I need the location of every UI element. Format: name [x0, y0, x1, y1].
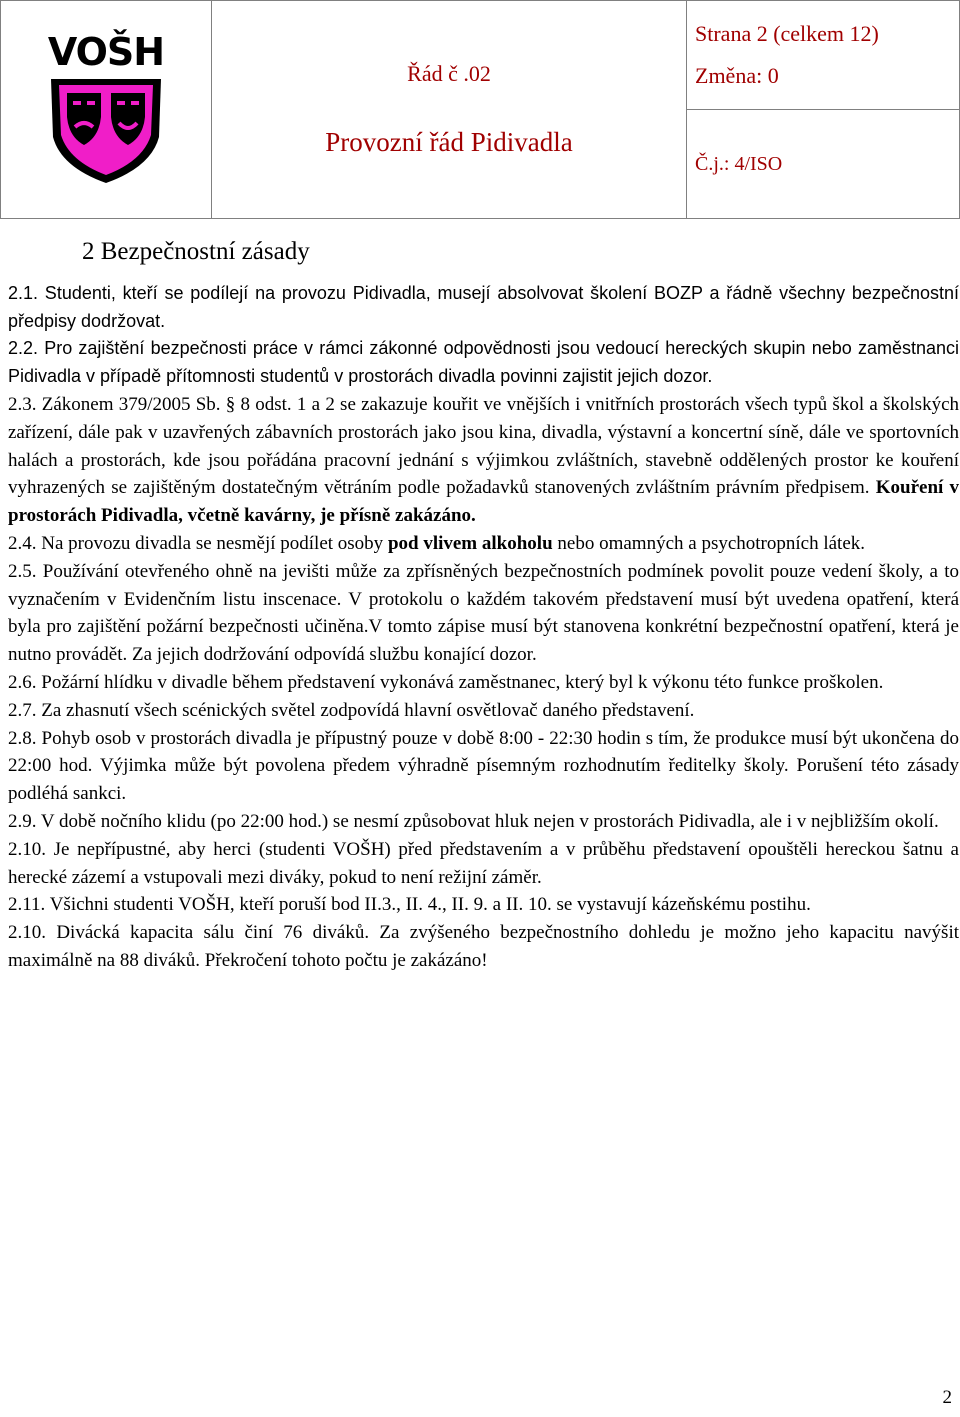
title-cell	[212, 1, 687, 219]
page-info: Strana 2 (celkem 12)	[695, 21, 879, 46]
paragraph-2-4	[8, 530, 959, 558]
alcohol-notice: pod vlivem alkoholu	[387, 532, 553, 554]
section-heading: 2 Bezpečnostní zásady	[82, 238, 310, 265]
paragraph-2-1: 2.1. Studenti, kteří se podílejí na provozu Pidivadla, musejí absolvovat školení BOZP a řádně všechny bezpečnostní předpisy dodržovat.	[8, 282, 959, 331]
paragraph-2-8: 2.8. Pohyb osob v prostorách divadla je přípustný pouze v době 8:00 - 22:30 hodin s tím, že produkce musí být ukončena do 22:00 hod. Výjimka může být povolena předem výhradně písemným rozhodnutím ředitelky školy. Porušení této zásady podléhá sankci.	[8, 727, 959, 805]
paragraph-2-9: 2.9. V době nočního klidu (po 22:00 hod.) se nesmí způsobovat hluk nejen v prostorách Pidivadla, ale i v nejbližším okolí.	[8, 810, 939, 832]
reference-number: Č.j.: 4/ISO	[695, 152, 783, 175]
paragraph-2-3	[8, 391, 959, 530]
document-title: Provozní řád Pidivadla	[325, 127, 573, 157]
paragraph-2-12: 2.10. Divácká kapacita sálu činí 76 diváků. Za zvýšeného bezpečnostního dohledu je možno jeho kapacitu navýšit maximálně na 88 diváků. Překročení tohoto počtu je zakázáno!	[8, 922, 959, 971]
document-body	[8, 238, 959, 975]
svg-text:VOŠH: VOŠH	[47, 30, 165, 74]
voshs-logo-icon	[31, 27, 181, 187]
order-number: Řád č .02	[407, 61, 491, 86]
reference-cell	[687, 110, 960, 219]
document-header	[0, 0, 960, 219]
paragraph-2-7: 2.7. Za zhasnutí všech scénických světel zodpovídá hlavní osvětlovač daného představení.	[8, 699, 695, 721]
paragraph-2-2: 2.2. Pro zajištění bezpečnosti práce v rámci zákonné odpovědnosti jsou vedoucí hereckých skupin nebo zaměstnanci Pidivadla v případě přítomnosti studentů v prostorách divadla povinni zajistit jejich dozor.	[8, 338, 959, 387]
smoking-ban-notice: Kouření v prostorách Pidivadla, včetně kavárny, je přísně zakázáno.	[8, 477, 960, 527]
paragraph-2-3-text: 2.3. Zákonem 379/2005 Sb. § 8 odst. 1 a 2 se zakazuje kouřit ve vnějších i vnitřních prostorách všech typů škol a školských zařízení, dále pak v uzavřených zábavních prostorách jako jsou kina, divadla, výstavní a koncertní síně, dále ve sportovních halách a prostorách, kde jsou pořádána pracovní jednání s výjimkou zvláštních, stavebně oddělených prostor ke kouření vyhrazených se zajištěným dostatečným větráním podle požadavků stanovených zvláštním právním předpisem.	[8, 393, 959, 499]
paragraph-2-4-tail: nebo omamných a psychotropních látek.	[557, 532, 866, 554]
paragraph-2-11: 2.11. Všichni studenti VOŠH, kteří poruší bod II.3., II. 4., II. 9. a II. 10. se vystavují kázeňskému postihu.	[8, 894, 811, 916]
page-number: 2	[942, 1387, 952, 1408]
paragraph-2-10: 2.10. Je nepřípustné, aby herci (studenti VOŠH) před představením a v průběhu představení opouštěli hereckou šatnu a herecké zázemí a vstupovali mezi diváky, pokud to není režijní záměr.	[8, 838, 959, 888]
paragraph-2-6: 2.6. Požární hlídku v divadle během představení vykonává zaměstnanec, který byl k výkonu této funkce proškolen.	[8, 671, 884, 693]
logo-cell	[1, 1, 212, 219]
paragraph-2-5: 2.5. Používání otevřeného ohně na jevišti může za zpřísněných bezpečnostních podmínek povolit pouze vedení školy, a to vyznačením v Evidenčním listu inscenace. V protokolu o každém takovém představení musí být uvedena opatření, která byla pro zajištění požární bezpečnosti učiněna.V tomto zápise musí být stanovena konkrétní bezpečnostní opatření, která je nutno provádět. Za jejich dodržování odpovídá službu konající dozor.	[8, 560, 959, 666]
page-info-cell	[687, 1, 960, 110]
paragraph-2-4-text: 2.4. Na provozu divadla se nesmějí podílet osoby	[8, 532, 384, 554]
change-number: Změna: 0	[695, 63, 779, 88]
